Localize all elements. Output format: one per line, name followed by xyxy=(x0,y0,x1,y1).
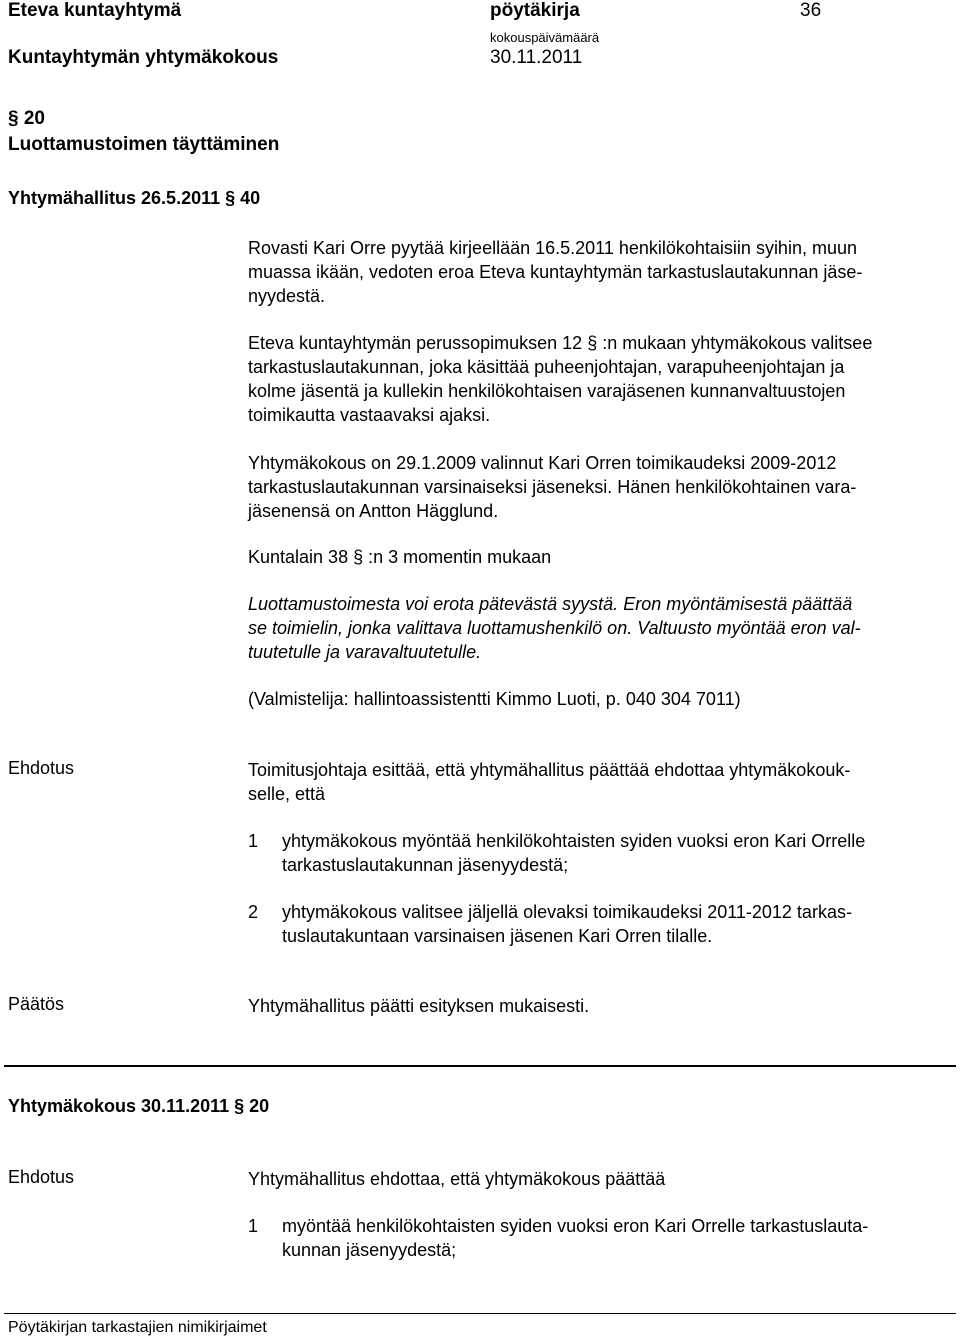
org-name: Eteva kuntayhtymä xyxy=(8,0,182,21)
text-line xyxy=(248,829,865,853)
doc-type: pöytäkirja xyxy=(490,0,580,21)
text-line: Rovasti Kari Orre pyytää kirjeellään 16.5.2011 henkilökohtaisiin syihin, muun xyxy=(248,238,857,258)
paragraph-resignation-request xyxy=(248,236,862,308)
text-line: toimikautta vastaavaksi ajaksi. xyxy=(248,405,491,425)
text-line: tarkastuslautakunnan jäsenyydestä; xyxy=(282,855,569,875)
text-line xyxy=(248,900,852,924)
meeting-name: Kuntayhtymän yhtymäkokous xyxy=(8,47,279,68)
footer-rule xyxy=(4,1313,956,1314)
section-title: Luottamustoimen täyttäminen xyxy=(8,134,280,155)
text-line: tuutetulle ja varavaltuutetulle. xyxy=(248,642,482,662)
footer-text: Pöytäkirjan tarkastajien nimikirjaimet xyxy=(8,1319,267,1336)
paragraph-election xyxy=(248,451,856,523)
text-line xyxy=(248,1214,868,1238)
paragraph-law-quote xyxy=(248,592,861,664)
item-number: 2 xyxy=(248,902,259,922)
proposal-label: Ehdotus xyxy=(8,758,75,778)
decision-label: Päätös xyxy=(8,994,65,1014)
text-line: tuslautakuntaan varsinaisen jäsenen Kari Orren tilalle. xyxy=(282,926,713,946)
decision-text: Yhtymähallitus päätti esityksen mukaisesti. xyxy=(248,996,590,1016)
text-line: kunnan jäsenyydestä; xyxy=(282,1240,457,1260)
text-line: Toimitusjohtaja esittää, että yhtymähallitus päättää ehdottaa yhtymäkokouk- xyxy=(248,760,851,780)
text-line: selle, että xyxy=(248,784,326,804)
proposal-item-2 xyxy=(248,900,852,948)
text-line: nyydestä. xyxy=(248,286,326,306)
meeting-date: 30.11.2011 xyxy=(490,47,583,68)
proposal-item-1 xyxy=(248,829,865,877)
proposal2-item-1 xyxy=(248,1214,868,1262)
item-text: yhtymäkokous valitsee jäljellä olevaksi toimikaudeksi 2011-2012 tarkas- xyxy=(282,902,852,922)
date-caption: kokouspäivämäärä xyxy=(490,30,600,45)
section-number: § 20 xyxy=(8,108,45,129)
section-divider xyxy=(4,1065,956,1067)
item-text: myöntää henkilökohtaisten syiden vuoksi eron Kari Orrelle tarkastuslauta- xyxy=(282,1216,869,1236)
proposal2-intro: Yhtymähallitus ehdottaa, että yhtymäkokous päättää xyxy=(248,1169,666,1189)
proposal-intro xyxy=(248,758,850,806)
text-line: muassa ikään, vedoten eroa Eteva kuntayhtymän tarkastuslautakunnan jäse- xyxy=(248,262,863,282)
page-number: 36 xyxy=(800,0,822,21)
item-text: yhtymäkokous myöntää henkilökohtaisten syiden vuoksi eron Kari Orrelle xyxy=(282,831,866,851)
text-line: tarkastuslautakunnan, joka käsittää puheenjohtajan, varapuheenjohtajan ja xyxy=(248,357,845,377)
paragraph-charter xyxy=(248,331,872,427)
text-line: Luottamustoimesta voi erota pätevästä syystä. Eron myöntämisestä päättää xyxy=(248,594,853,614)
text-line: se toimielin, jonka valittava luottamushenkilö on. Valtuusto myöntää eron val- xyxy=(248,618,861,638)
meeting-heading: Yhtymäkokous 30.11.2011 § 20 xyxy=(8,1096,270,1116)
text-line: jäsenensä on Antton Hägglund. xyxy=(248,501,499,521)
history-heading: Yhtymähallitus 26.5.2011 § 40 xyxy=(8,188,261,208)
text-line: Eteva kuntayhtymän perussopimuksen 12 § :n mukaan yhtymäkokous valitsee xyxy=(248,333,873,353)
paragraph-law-reference: Kuntalain 38 § :n 3 momentin mukaan xyxy=(248,547,552,567)
paragraph-preparer: (Valmistelija: hallintoassistentti Kimmo Luoti, p. 040 304 7011) xyxy=(248,689,741,709)
item-number: 1 xyxy=(248,1216,259,1236)
text-line: kolme jäsentä ja kullekin henkilökohtaisen varajäsenen kunnanvaltuustojen xyxy=(248,381,846,401)
text-line: tarkastuslautakunnan varsinaiseksi jäseneksi. Hänen henkilökohtainen vara- xyxy=(248,477,857,497)
proposal2-label: Ehdotus xyxy=(8,1167,75,1187)
item-number: 1 xyxy=(248,831,259,851)
text-line: Yhtymäkokous on 29.1.2009 valinnut Kari Orren toimikaudeksi 2009-2012 xyxy=(248,453,837,473)
